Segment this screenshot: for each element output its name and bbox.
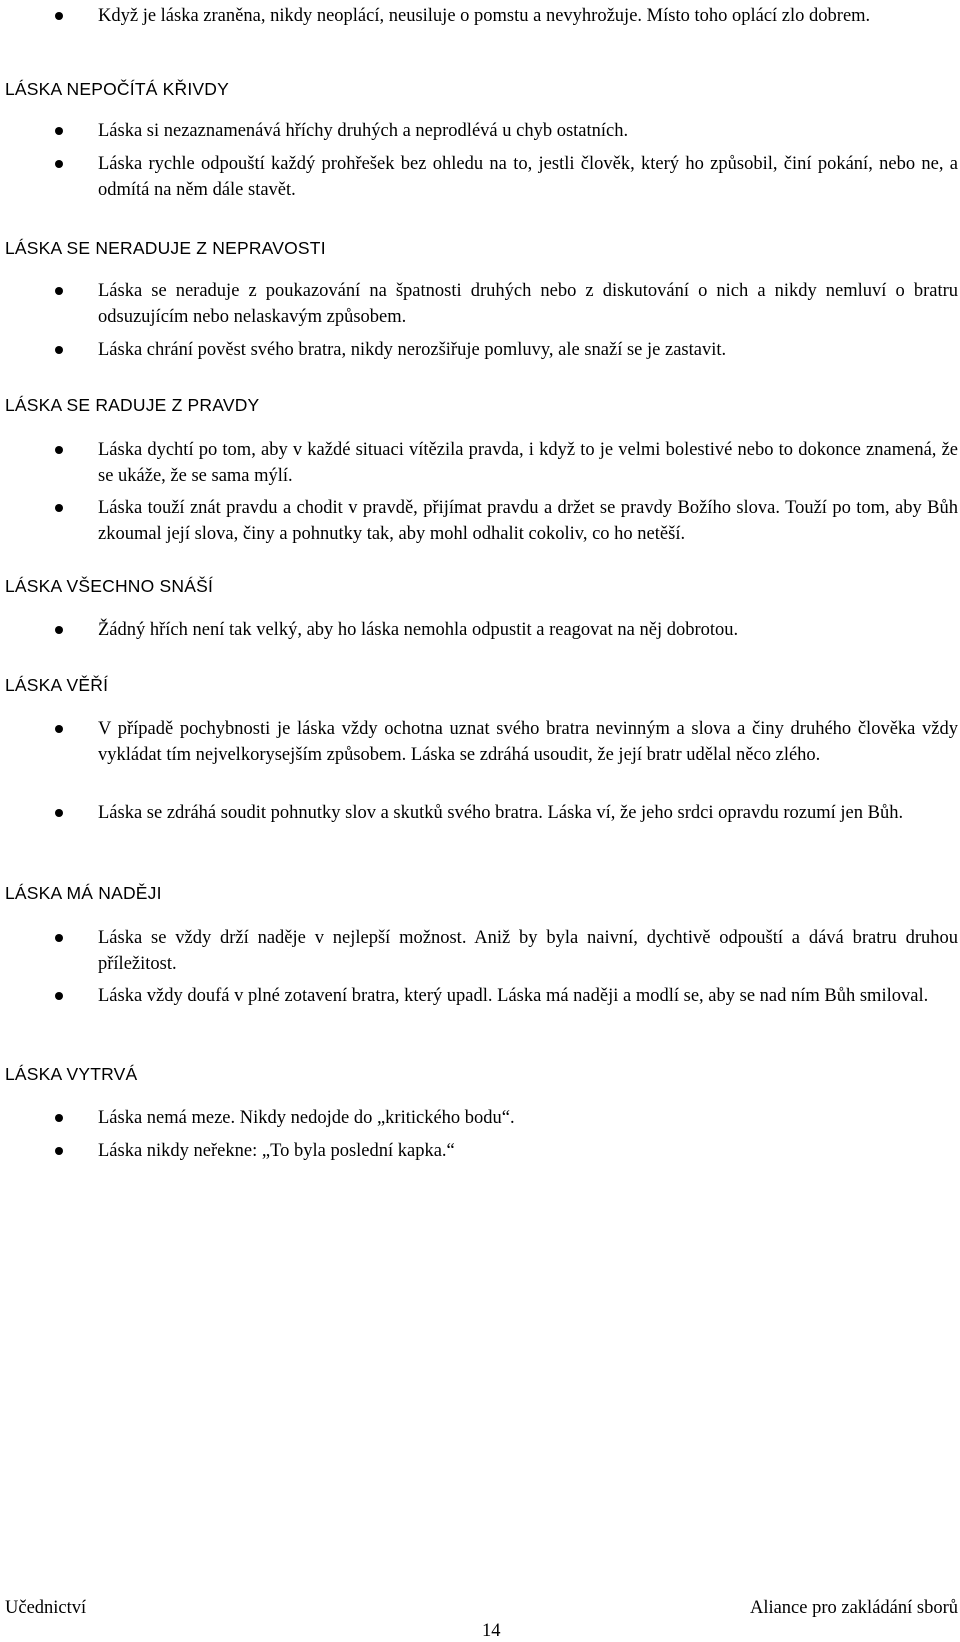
section-heading: LÁSKA VŠECHNO SNÁŠÍ: [5, 576, 214, 596]
bullet-icon: [55, 446, 63, 454]
bullet-icon: [55, 504, 63, 512]
section-heading: LÁSKA SE RADUJE Z PRAVDY: [5, 395, 260, 415]
list-item: Láska se neraduje z poukazování na špatnosti druhých nebo z diskutování o nich a nikdy nemluví o bratru odsuzujícím nebo nelaskavým způsobem.: [98, 281, 958, 327]
list-item: Láska vždy doufá v plné zotavení bratra, který upadl. Láska má naději a modlí se, aby se nad ním Bůh smiloval.: [98, 986, 929, 1006]
list-item: Láska chrání pověst svého bratra, nikdy nerozšiřuje pomluvy, ale snaží se je zastavit.: [98, 340, 727, 360]
list-item: Láska nemá meze. Nikdy nedojde do „kritického bodu“.: [98, 1108, 515, 1128]
bullet-icon: [55, 626, 63, 634]
bullet-icon: [55, 725, 63, 733]
page-number: 14: [482, 1621, 501, 1641]
section-heading: LÁSKA SE NERADUJE Z NEPRAVOSTI: [5, 238, 326, 258]
list-item: Láska touží znát pravdu a chodit v pravdě, přijímat pravdu a držet se pravdy Božího slova. Touží po tom, aby Bůh zkoumal její slova, činy a pohnutky tak, aby mohl odhalit cokoliv, co ho netěší.: [98, 498, 958, 544]
footer-publisher: Aliance pro zakládání sborů: [749, 1598, 958, 1618]
section-heading: LÁSKA MÁ NADĚJI: [5, 883, 162, 903]
bullet-icon: [55, 992, 63, 1000]
list-item: Láska si nezaznamenává hříchy druhých a neprodlévá u chyb ostatních.: [98, 121, 629, 141]
list-item: Žádný hřích není tak velký, aby ho láska nemohla odpustit a reagovat na něj dobrotou.: [98, 620, 739, 640]
bullet-icon: [55, 160, 63, 168]
list-item: Láska se vždy drží naděje v nejlepší možnost. Aniž by byla naivní, dychtivě odpouští a dává bratru druhou příležitost.: [98, 928, 958, 974]
bullet-icon: [55, 809, 63, 817]
list-item: V případě pochybnosti je láska vždy ochotna uznat svého bratra nevinným a slova a činy druhého člověka vždy vykládat tím nejvelkorysejším způsobem. Láska se zdráhá usoudit, že její bratr udělal něco zlého.: [98, 719, 958, 765]
list-item: Láska nikdy neřekne: „To byla poslední kapka.“: [98, 1141, 455, 1161]
bullet-icon: [55, 1147, 63, 1155]
section-heading: LÁSKA NEPOČÍTÁ KŘIVDY: [5, 79, 229, 99]
list-item: Láska dychtí po tom, aby v každé situaci vítězila pravda, i když to je velmi bolestivé nebo to dokonce znamená, že se ukáže, že se sama mýlí.: [98, 440, 958, 486]
footer-title: Učednictví: [5, 1598, 87, 1618]
list-item: Láska se zdráhá soudit pohnutky slov a skutků svého bratra. Láska ví, že jeho srdci opravdu rozumí jen Bůh.: [98, 803, 904, 823]
bullet-icon: [55, 1114, 63, 1122]
section-heading: LÁSKA VĚŘÍ: [5, 675, 109, 695]
bullet-icon: [55, 287, 63, 295]
bullet-icon: [55, 934, 63, 942]
list-item: Láska rychle odpouští každý prohřešek bez ohledu na to, jestli člověk, který ho způsobil, činí pokání, nebo ne, a odmítá na něm dále stavět.: [98, 154, 958, 200]
bullet-icon: [55, 346, 63, 354]
list-item: Když je láska zraněna, nikdy neoplácí, neusiluje o pomstu a nevyhrožuje. Místo toho oplácí zlo dobrem.: [98, 6, 871, 26]
bullet-icon: [55, 12, 63, 20]
section-heading: LÁSKA VYTRVÁ: [5, 1064, 138, 1084]
bullet-icon: [55, 127, 63, 135]
